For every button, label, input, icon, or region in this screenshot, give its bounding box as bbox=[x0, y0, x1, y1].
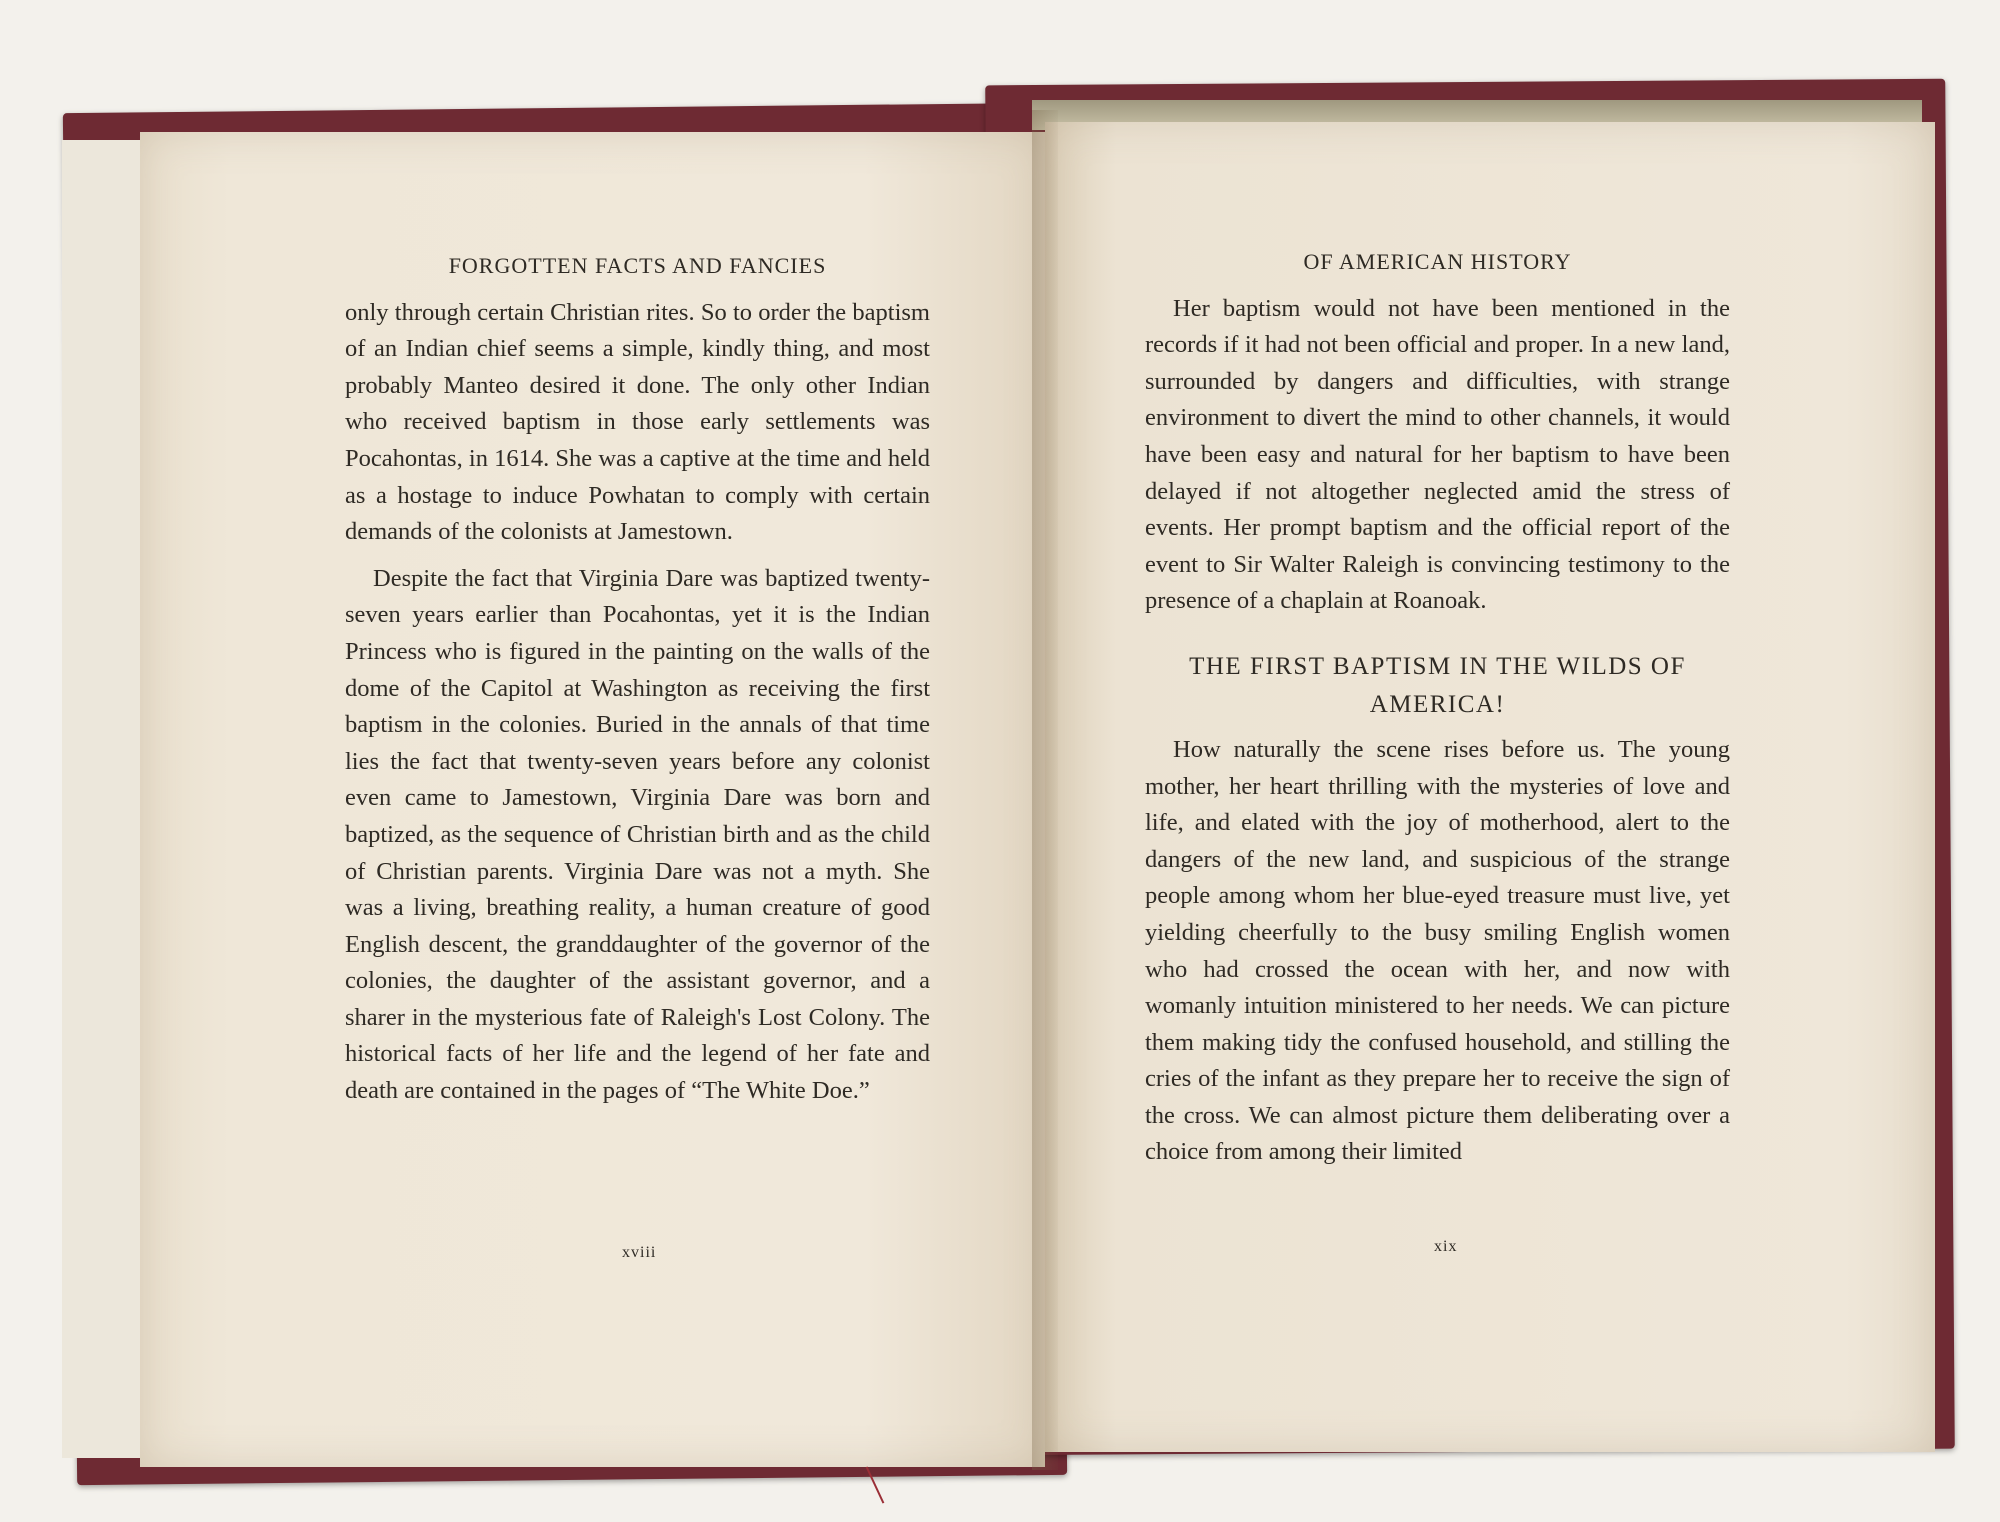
page-number-left: xviii bbox=[622, 1244, 657, 1261]
page-number-right: xix bbox=[1434, 1238, 1458, 1255]
book-gutter bbox=[1032, 110, 1058, 1470]
left-page-text bbox=[345, 248, 930, 1120]
section-heading: THE FIRST BAPTISM IN THE WILDS OF AMERICA! bbox=[1189, 652, 1686, 718]
running-head-right: OF AMERICAN HISTORY bbox=[1303, 249, 1572, 274]
left-paragraph-1: only through certain Christian rites. So to order the baptism of an Indian chief seems a simple, kindly thing, and most probably Manteo desired it done. The only other Indian who received baptism in those early settlements was Pocahontas, in 1614. She was a captive at the time and held as a hostage to induce Powhatan to comply with certain demands of the colonists at Jamestown. bbox=[345, 298, 930, 546]
left-paragraph-2: Despite the fact that Virginia Dare was baptized twenty-seven years earlier than Pocahontas, yet it is the Indian Princess who is figured in the painting on the walls of the dome of the Capitol at Washington as receiving the first baptism in the colonies. Buried in the annals of that time lies the fact that twenty-seven years before any colonist even came to Jamestown, Virginia Dare was born and baptized, as the sequence of Christian birth and as the child of Christian parents. Virginia Dare was not a myth. She was a living, breathing reality, a human creature of good English descent, the granddaughter of the governor of the colonies, the daughter of the assistant governor, and a sharer in the mysterious fate of Raleigh's Lost Colony. The historical facts of her life and the legend of her fate and death are contained in the pages of “The White Doe.” bbox=[345, 564, 930, 1105]
right-paragraph-2: How naturally the scene rises before us. The young mother, her heart thrilling with the mysteries of love and life, and elated with the joy of motherhood, alert to the dangers of the new land, and suspicious of the strange people among whom her blue-eyed treasure must live, yet yielding cheerfully to the busy smiling English women who had crossed the ocean with her, and now with womanly intuition ministered to her needs. We can picture them making tidy the confused household, and stilling the cries of the infant as they prepare her to receive the sign of the cross. We can almost picture them deliberating over a choice from among their limited bbox=[1145, 735, 1730, 1166]
right-paragraph-1: Her baptism would not have been mentioned in the records if it had not been official and proper. In a new land, surrounded by dangers and difficulties, with strange environment to divert the mind to other channels, it would have been easy and natural for her baptism to have been delayed if not altogether neglected amid the stress of events. Her prompt baptism and the official report of the event to Sir Walter Raleigh is convincing testimony to the presence of a chaplain at Roanoak. bbox=[1145, 294, 1730, 615]
running-head-left: FORGOTTEN FACTS AND FANCIES bbox=[448, 253, 827, 278]
right-page-text bbox=[1145, 244, 1730, 1181]
